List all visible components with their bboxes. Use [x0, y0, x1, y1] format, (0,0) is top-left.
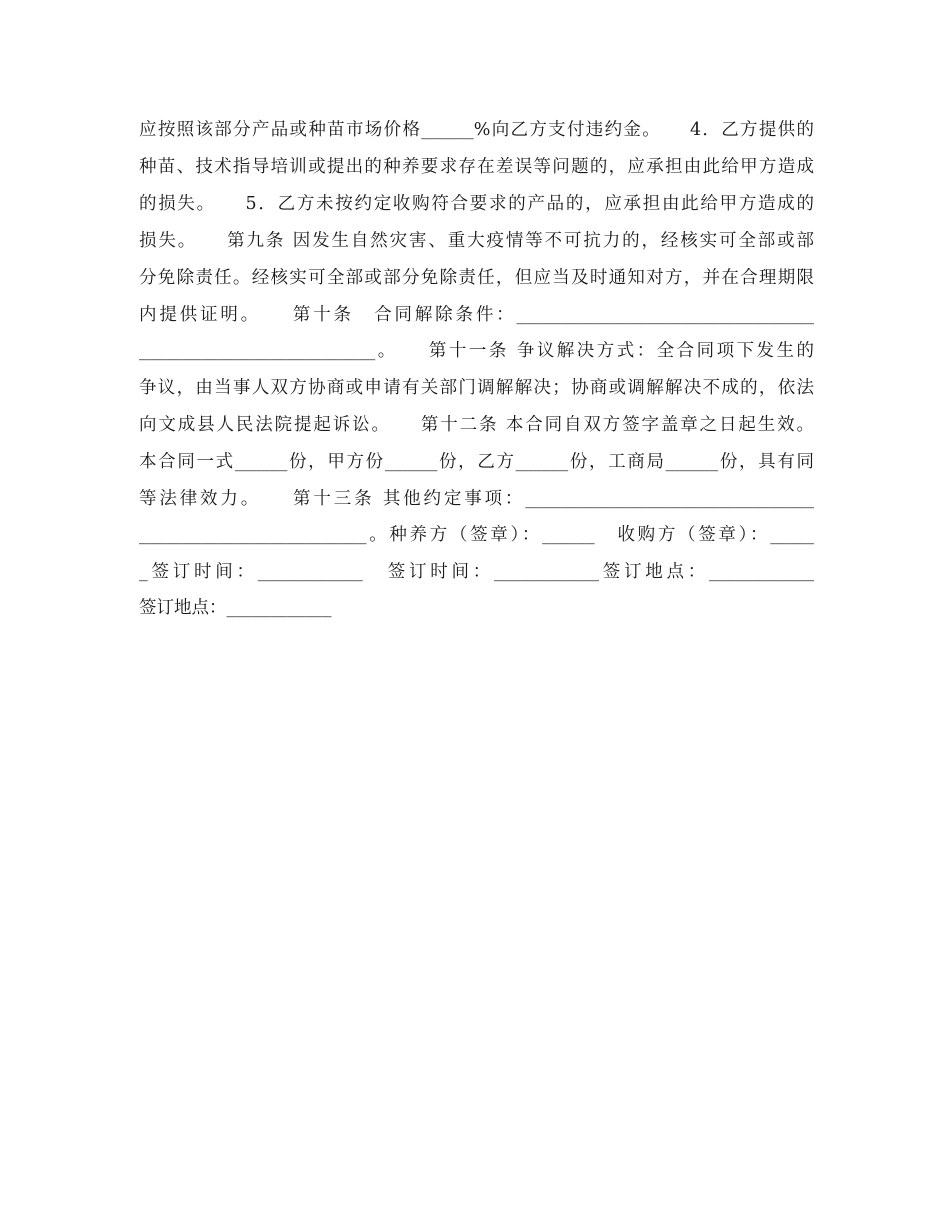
text-line: 内提供证明。 第十条 合同解除条件：__________________________________ [139, 305, 814, 325]
text-line: 等法律效力。 第十三条 其他约定事项：_________________________________ [139, 489, 814, 509]
text-line: 本合同一式______份，甲方份______份，乙方______份，工商局______份，具有同 [139, 452, 814, 472]
text-line: 种苗、技术指导培训或提出的种养要求存在差误等问题的，应承担由此给甲方造成 [139, 157, 814, 177]
text-line: 损失。 第九条 因发生自然灾害、重大疫情等不可抗力的，经核实可全部或部 [139, 231, 814, 251]
text-line: _签订时间：____________ 签订时间：____________签订地点：____________ [139, 562, 814, 582]
text-line: 应按照该部分产品或种苗市场价格______%向乙方支付违约金。 4．乙方提供的 [139, 120, 814, 140]
text-line: ___________________________。 第十一条 争议解决方式：全合同项下发生的 [139, 341, 814, 361]
text-line: __________________________。种养方（签章）：______ 收购方（签章）：_____ [139, 525, 814, 545]
text-line: 的损失。 5．乙方未按约定收购符合要求的产品的，应承担由此给甲方造成的 [139, 194, 814, 214]
text-line: 向文成县人民法院提起诉讼。 第十二条 本合同自双方签字盖章之日起生效。 [139, 415, 814, 435]
text-line: 争议，由当事人双方协商或申请有关部门调解解决；协商或调解解决不成的，依法 [139, 378, 814, 398]
text-line: 签订地点：____________ [139, 598, 332, 618]
text-line: 分免除责任。经核实可全部或部分免除责任，但应当及时通知对方，并在合理期限 [139, 268, 814, 288]
